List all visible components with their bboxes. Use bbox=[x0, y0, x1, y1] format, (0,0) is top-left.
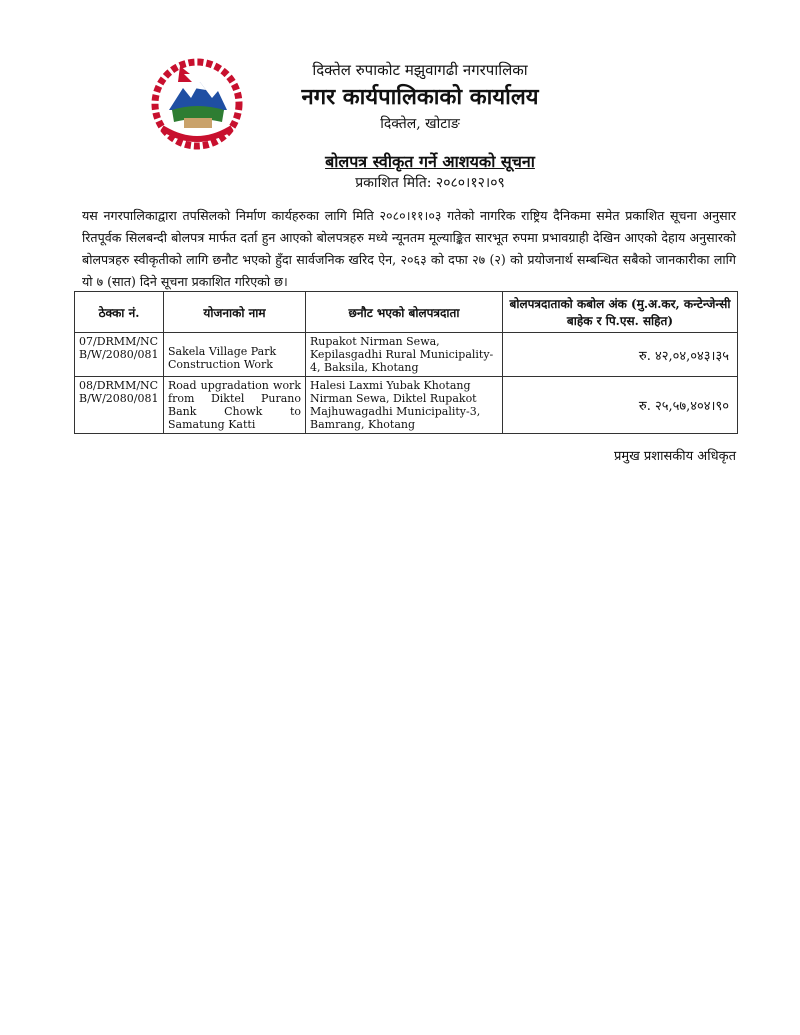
amount-cell: रु. २५,५७,४०४।९० bbox=[503, 377, 738, 434]
project-cell: Sakela Village Park Construction Work bbox=[164, 333, 306, 377]
letterhead bbox=[240, 60, 600, 134]
contract-no-cell: 07/DRMM/NCB/W/2080/081 bbox=[75, 333, 164, 377]
published-date: प्रकाशित मिति: २०८०।१२।०९ bbox=[355, 175, 505, 191]
contract-no-cell: 08/DRMM/NCB/W/2080/081 bbox=[75, 377, 164, 434]
signatory-title: प्रमुख प्रशासकीय अधिकृत bbox=[613, 449, 736, 464]
notice-body: यस नगरपालिकाद्वारा तपसिलको निर्माण कार्यहरुका लागि मिति २०८०।११।०३ गतेको नागरिक राष्ट्रिय दैनिकमा समेत प्रकाशित सूचना अनुसार रितपूर्वक सिलबन्दी बोलपत्र मार्फत दर्ता हुन आएको बोलपत्रहरु मध्ये न्यूनतम मूल्याङ्कित सारभूत रुपमा प्रभावग्राही देखिन आएको देहाय अनुसारको बोलपत्रहरु स्वीकृतीको लागि छनौट भएको हुँदा सार्वजनिक खरिद ऐन, २०६३ को दफा २७ (२) को प्रयोजनार्थ सम्बन्धित सबैको जानकारीका लागि यो ७ (सात) दिने सूचना प्रकाशित गरिएको छ। bbox=[82, 208, 736, 289]
col-bid-amount: बोलपत्रदाताको कबोल अंक (मु.अ.कर, कन्टेन्जेन्सी बाहेक र पि.एस. सहित) bbox=[503, 292, 738, 333]
table-row bbox=[75, 377, 738, 434]
municipality-name: दिक्तेल रुपाकोट मझुवागढी नगरपालिका bbox=[312, 61, 528, 79]
table-header-row bbox=[75, 292, 738, 333]
notice-title: बोलपत्र स्वीकृत गर्ने आशयको सूचना bbox=[325, 152, 535, 171]
bidder-cell: Rupakot Nirman Sewa, Kepilasgadhi Rural Municipality-4, Baksila, Khotang bbox=[306, 333, 503, 377]
office-title: नगर कार्यपालिकाको कार्यालय bbox=[301, 84, 539, 110]
col-selected-bidder: छनौट भएको बोलपत्रदाता bbox=[306, 292, 503, 333]
amount-cell: रु. ४२,०४,०४३।३५ bbox=[503, 333, 738, 377]
office-address: दिक्तेल, खोटाङ bbox=[380, 116, 460, 132]
bidder-cell: Halesi Laxmi Yubak Khotang Nirman Sewa, Diktel Rupakot Majhuwagadhi Municipality-3, Bamrang, Khotang bbox=[306, 377, 503, 434]
bid-table bbox=[74, 291, 738, 434]
col-contract-no: ठेक्का नं. bbox=[75, 292, 164, 333]
col-project-name: योजनाको नाम bbox=[164, 292, 306, 333]
project-cell: Road upgradation work from Diktel Purano Bank Chowk to Samatung Katti bbox=[164, 377, 306, 434]
table-row bbox=[75, 333, 738, 377]
nepal-government-emblem-icon bbox=[150, 58, 244, 150]
